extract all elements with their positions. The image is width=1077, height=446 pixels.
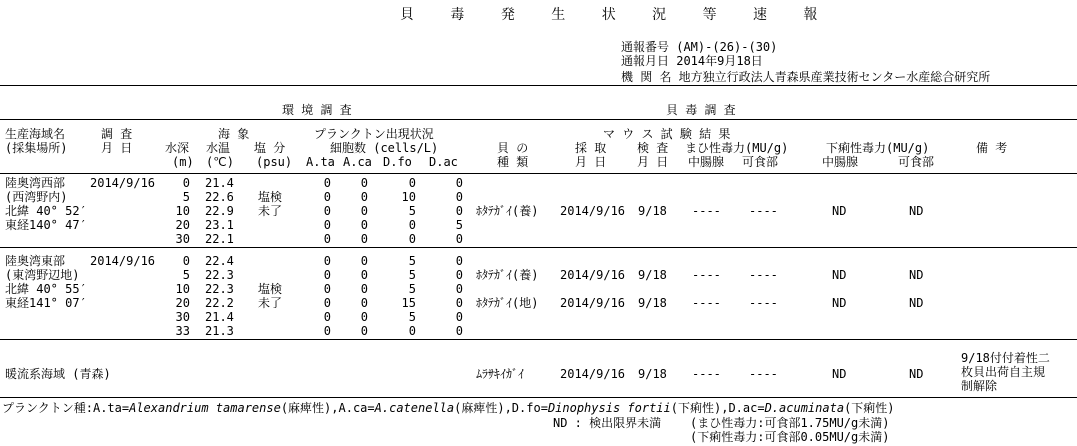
cell-aca: 0 xyxy=(360,268,368,282)
cell-dac: 0 xyxy=(455,254,463,268)
cell-dfo: 5 xyxy=(408,282,416,296)
footnote-lead: プランクトン種:A.ta= xyxy=(2,401,130,415)
cell-dfo: 5 xyxy=(408,268,416,282)
header-salinity-unit: (psu) xyxy=(256,155,293,169)
cell-temp: 21.3 xyxy=(205,324,234,338)
cell-dac: 0 xyxy=(455,204,463,218)
header-salinity: 塩 分 xyxy=(254,141,286,155)
station-name-line: 北緯 40° 52′ xyxy=(5,204,87,218)
cell-sal: 未了 xyxy=(258,296,283,310)
header-psp: まひ性毒力(MU/g) xyxy=(685,141,789,155)
result-psp-e: ---- xyxy=(749,204,778,218)
header-mid-rule xyxy=(0,119,1077,120)
report-date: 通報月日 2014年9月18日 xyxy=(621,54,763,68)
result-test: 9/18 xyxy=(638,204,667,218)
cell-dac: 0 xyxy=(455,324,463,338)
header-collect-sub: 月 日 xyxy=(575,155,607,169)
cell-ata: 0 xyxy=(323,232,331,246)
cell-depth: 5 xyxy=(182,268,190,282)
result-collect: 2014/9/16 xyxy=(560,296,626,310)
footnote-psp-limit: (まひ性毒力:可食部1.75MU/g未満) xyxy=(690,416,890,430)
header-depth-unit: (m) xyxy=(172,155,194,169)
cell-dac: 0 xyxy=(455,296,463,310)
header-test-sub: 月 日 xyxy=(637,155,669,169)
cell-depth: 5 xyxy=(182,190,190,204)
warm-result-psp-g: ---- xyxy=(692,367,721,381)
header-ata: A.ta xyxy=(306,155,335,169)
footnote-aca-note: (麻痺性),D.fo= xyxy=(454,401,548,415)
header-area: 生産海域名 xyxy=(5,127,66,141)
cell-temp: 21.4 xyxy=(205,176,234,190)
result-psp-g: ---- xyxy=(692,204,721,218)
warm-result-collect: 2014/9/16 xyxy=(560,367,626,381)
cell-dac: 0 xyxy=(455,190,463,204)
cell-aca: 0 xyxy=(360,254,368,268)
footnote-dsp-limit: (下痢性毒力:可食部0.05MU/g未満) xyxy=(690,430,890,444)
result-dsp-g: ND xyxy=(832,204,847,218)
cell-ata: 0 xyxy=(323,282,331,296)
cell-depth: 10 xyxy=(175,204,190,218)
cell-dac: 0 xyxy=(455,310,463,324)
cell-temp: 22.6 xyxy=(205,190,234,204)
footnote-dac-note: (下痢性) xyxy=(844,401,895,415)
cell-aca: 0 xyxy=(360,324,368,338)
result-dsp-e: ND xyxy=(909,204,924,218)
warm-result-psp-e: ---- xyxy=(749,367,778,381)
cell-ata: 0 xyxy=(323,190,331,204)
header-shell: 貝 の xyxy=(497,141,529,155)
header-cell-count: 細胞数 (cells/L) xyxy=(330,141,439,155)
cell-temp: 22.4 xyxy=(205,254,234,268)
header-psp-gland: 中腸腺 xyxy=(688,155,725,169)
cell-temp: 22.2 xyxy=(205,296,234,310)
station-name-line: 陸奥湾西部 xyxy=(5,176,66,190)
header-dac: D.ac xyxy=(429,155,458,169)
warm-remarks-line: 制解除 xyxy=(961,379,998,393)
cell-dfo: 0 xyxy=(408,176,416,190)
result-test: 9/18 xyxy=(638,268,667,282)
cell-temp: 22.9 xyxy=(205,204,234,218)
header-depth: 水深 xyxy=(165,141,190,155)
cell-aca: 0 xyxy=(360,282,368,296)
result-shell: ﾎﾀﾃｶﾞｲ(地) xyxy=(476,296,539,310)
station-name-line: 東経140° 47′ xyxy=(5,218,87,232)
header-aca: A.ca xyxy=(343,155,372,169)
warm-area-name: 暖流系海域 (青森) xyxy=(5,367,111,381)
station-separator xyxy=(0,247,1077,248)
cell-dfo: 5 xyxy=(408,310,416,324)
result-test: 9/18 xyxy=(638,296,667,310)
footnote-nd: ND : 検出限界未満 xyxy=(553,416,662,430)
cell-aca: 0 xyxy=(360,296,368,310)
station-survey-date: 2014/9/16 xyxy=(90,176,156,190)
cell-temp: 23.1 xyxy=(205,218,234,232)
cell-dac: 0 xyxy=(455,176,463,190)
cell-depth: 10 xyxy=(175,282,190,296)
result-psp-e: ---- xyxy=(749,296,778,310)
header-dsp: 下痢性毒力(MU/g) xyxy=(826,141,930,155)
cell-dfo: 0 xyxy=(408,232,416,246)
cell-depth: 20 xyxy=(175,296,190,310)
result-psp-g: ---- xyxy=(692,268,721,282)
result-shell: ﾎﾀﾃｶﾞｲ(養) xyxy=(476,268,539,282)
cell-ata: 0 xyxy=(323,204,331,218)
station-name-line: (西湾野内) xyxy=(5,190,68,204)
cell-dfo: 0 xyxy=(408,218,416,232)
header-mouse-test: マ ウ ス 試 験 結 果 xyxy=(603,127,731,141)
result-shell: ﾎﾀﾃｶﾞｲ(養) xyxy=(476,204,539,218)
cell-depth: 20 xyxy=(175,218,190,232)
header-dsp-gland: 中腸腺 xyxy=(822,155,859,169)
cell-sal: 未了 xyxy=(258,204,283,218)
warm-result-test: 9/18 xyxy=(638,367,667,381)
header-collect: 採 取 xyxy=(575,141,607,155)
station-separator xyxy=(0,339,1077,340)
footnote-dfo-note: (下痢性),D.ac= xyxy=(670,401,765,415)
station-name-line: 陸奥湾東部 xyxy=(5,254,66,268)
footnote-dac-species: D.acuminata xyxy=(764,401,845,415)
cell-dfo: 0 xyxy=(408,324,416,338)
station-survey-date: 2014/9/16 xyxy=(90,254,156,268)
cell-ata: 0 xyxy=(323,296,331,310)
header-remarks: 備 考 xyxy=(976,141,1008,155)
table-bottom-rule xyxy=(0,397,1077,398)
cell-aca: 0 xyxy=(360,232,368,246)
cell-ata: 0 xyxy=(323,310,331,324)
cell-aca: 0 xyxy=(360,310,368,324)
cell-dfo: 15 xyxy=(401,296,416,310)
cell-depth: 30 xyxy=(175,310,190,324)
result-dsp-g: ND xyxy=(832,296,847,310)
result-psp-e: ---- xyxy=(749,268,778,282)
header-env-survey: 環 境 調 査 xyxy=(282,103,352,117)
warm-result-dsp-g: ND xyxy=(832,367,847,381)
header-survey-sub: 月 日 xyxy=(101,141,133,155)
cell-dac: 0 xyxy=(455,268,463,282)
footnote-dfo-species: Dinophysis fortii xyxy=(547,401,671,415)
result-dsp-e: ND xyxy=(909,296,924,310)
result-collect: 2014/9/16 xyxy=(560,268,626,282)
cell-ata: 0 xyxy=(323,268,331,282)
cell-ata: 0 xyxy=(323,176,331,190)
result-dsp-g: ND xyxy=(832,268,847,282)
header-plankton: プランクトン出現状況 xyxy=(314,127,434,141)
cell-ata: 0 xyxy=(323,254,331,268)
warm-remarks-line: 9/18付付着性二 xyxy=(961,351,1050,365)
header-area-sub: (採集場所) xyxy=(5,141,68,155)
cell-depth: 30 xyxy=(175,232,190,246)
cell-ata: 0 xyxy=(323,324,331,338)
cell-temp: 22.3 xyxy=(205,268,234,282)
cell-sal: 塩検 xyxy=(258,190,283,204)
cell-depth: 0 xyxy=(182,254,190,268)
cell-ata: 0 xyxy=(323,218,331,232)
cell-temp: 22.1 xyxy=(205,232,234,246)
station-name-line: 東経141° 07′ xyxy=(5,296,87,310)
cell-dfo: 5 xyxy=(408,204,416,218)
footnote-species xyxy=(2,401,895,415)
header-bottom-rule xyxy=(0,173,1077,174)
header-dsp-edible: 可食部 xyxy=(898,155,935,169)
cell-aca: 0 xyxy=(360,204,368,218)
header-dfo: D.fo xyxy=(383,155,412,169)
cell-dac: 0 xyxy=(455,232,463,246)
header-survey: 調 査 xyxy=(101,127,133,141)
header-temp-unit: (℃) xyxy=(206,155,234,169)
agency-name: 機 関 名 地方独立行政法人青森県産業技術センター水産総合研究所 xyxy=(621,70,991,84)
station-name-line: (東湾野辺地) xyxy=(5,268,80,282)
cell-sal: 塩検 xyxy=(258,282,283,296)
cell-depth: 0 xyxy=(182,176,190,190)
cell-dfo: 10 xyxy=(401,190,416,204)
report-title: 貝 毒 発 生 状 況 等 速 報 xyxy=(400,7,832,23)
warm-result-shell: ﾑﾗｻｷｲｶﾞｲ xyxy=(476,367,525,381)
warm-remarks-line: 枚貝出荷自主規 xyxy=(961,365,1046,379)
header-shell-sub: 種 類 xyxy=(497,155,529,169)
cell-dfo: 5 xyxy=(408,254,416,268)
footnote-ata-note: (麻痺性),A.ca= xyxy=(280,401,375,415)
header-top-rule xyxy=(0,85,1077,86)
result-dsp-e: ND xyxy=(909,268,924,282)
cell-aca: 0 xyxy=(360,218,368,232)
cell-depth: 33 xyxy=(175,324,190,338)
header-sea: 海 象 xyxy=(218,127,250,141)
cell-aca: 0 xyxy=(360,176,368,190)
report-number: 通報番号 (AM)-(26)-(30) xyxy=(621,40,778,54)
footnote-aca-species: A.catenella xyxy=(374,401,455,415)
result-collect: 2014/9/16 xyxy=(560,204,626,218)
station-name-line: 北緯 40° 55′ xyxy=(5,282,87,296)
header-test: 検 査 xyxy=(637,141,669,155)
cell-aca: 0 xyxy=(360,190,368,204)
header-psp-edible: 可食部 xyxy=(742,155,779,169)
result-psp-g: ---- xyxy=(692,296,721,310)
cell-dac: 0 xyxy=(455,282,463,296)
warm-result-dsp-e: ND xyxy=(909,367,924,381)
cell-dac: 5 xyxy=(455,218,463,232)
cell-temp: 21.4 xyxy=(205,310,234,324)
cell-temp: 22.3 xyxy=(205,282,234,296)
header-temp: 水温 xyxy=(206,141,231,155)
footnote-ata-species: Alexandrium tamarense xyxy=(129,401,281,415)
header-toxin-survey: 貝 毒 調 査 xyxy=(666,103,736,117)
